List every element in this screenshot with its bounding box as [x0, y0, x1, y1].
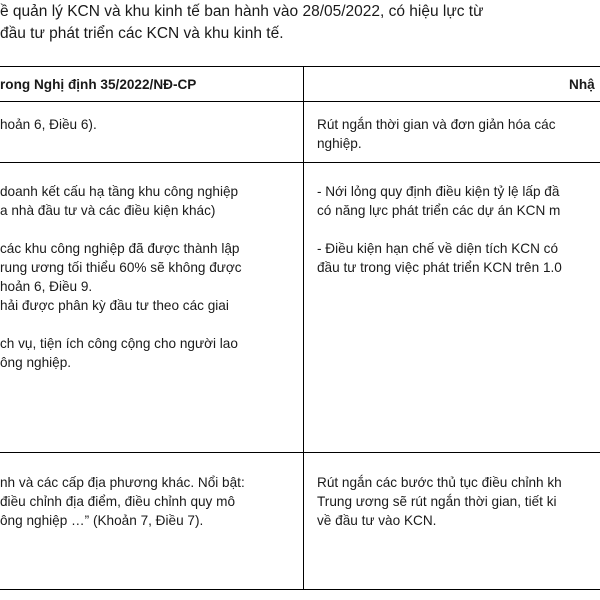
- row-3-right-line: Trung ương sẽ rút ngắn thời gian, tiết ki: [317, 494, 557, 509]
- row-2-right: [317, 182, 562, 277]
- row-2-right-line: đầu tư trong việc phát triển KCN trên 1.0: [317, 260, 562, 275]
- row-3-right-line: Rút ngắn các bước thủ tục điều chỉnh kh: [317, 475, 562, 490]
- row-2-left-line: hoản 6, Điều 9.: [0, 279, 93, 294]
- header-right: Nhậ: [569, 77, 595, 92]
- row-2-left-line: ông nghiệp.: [0, 355, 72, 370]
- header-bottom-border: [0, 101, 600, 102]
- row-3-left-line: ông nghiệp …” (Khoản 7, Điều 7).: [0, 513, 204, 528]
- row-2-left-line: các khu công nghiệp đã được thành lập: [0, 241, 240, 256]
- row-3-right-line: về đầu tư vào KCN.: [317, 513, 437, 528]
- row-2-right-line: có năng lực phát triển các dự án KCN m: [317, 203, 561, 218]
- row-2-left-line: ch vụ, tiện ích công cộng cho người lao: [0, 336, 238, 351]
- row-2-right-line: - Điều kiện hạn chế về diện tích KCN có: [317, 241, 559, 256]
- row-2-left-line: [0, 315, 242, 334]
- row-2-left-line: hải được phân kỳ đầu tư theo các giai: [0, 298, 229, 313]
- row-2-right-line: [317, 220, 562, 239]
- row-3-left: [0, 473, 245, 530]
- row-2-left-line: rung ương tối thiểu 60% sẽ không được: [0, 260, 242, 275]
- intro-line-2: đầu tư phát triển các KCN và khu kinh tế.: [0, 25, 284, 42]
- column-divider: [303, 66, 304, 590]
- row-2-left: [0, 182, 242, 372]
- intro-line-1: ề quản lý KCN và khu kinh tế ban hành vào 28/05/2022, có hiệu lực từ: [0, 3, 484, 20]
- row-2-bottom-border: [0, 452, 600, 453]
- row-1-left: [0, 115, 97, 134]
- header-left: rong Nghị định 35/2022/NĐ-CP: [0, 77, 197, 92]
- row-1-right-line: Rút ngắn thời gian và đơn giản hóa các: [317, 117, 556, 132]
- row-2-left-line: doanh kết cấu hạ tầng khu công nghiệp: [0, 184, 239, 199]
- row-2-right-line: - Nới lỏng quy định điều kiện tỷ lệ lấp đầ: [317, 184, 560, 199]
- table-top-border: [0, 66, 600, 67]
- row-2-left-line: [0, 220, 242, 239]
- row-3-bottom-border: [0, 589, 600, 590]
- row-1-right-line: nghiệp.: [317, 136, 362, 151]
- row-3-right: [317, 473, 562, 530]
- row-3-left-line: điều chỉnh địa điểm, điều chỉnh quy mô: [0, 494, 236, 509]
- row-2-left-line: a nhà đầu tư và các điều kiện khác): [0, 203, 216, 218]
- row-1-right: [317, 115, 556, 153]
- row-1-left-line: hoản 6, Điều 6).: [0, 117, 97, 132]
- row-3-left-line: nh và các cấp địa phương khác. Nổi bật:: [0, 475, 245, 490]
- row-1-bottom-border: [0, 162, 600, 163]
